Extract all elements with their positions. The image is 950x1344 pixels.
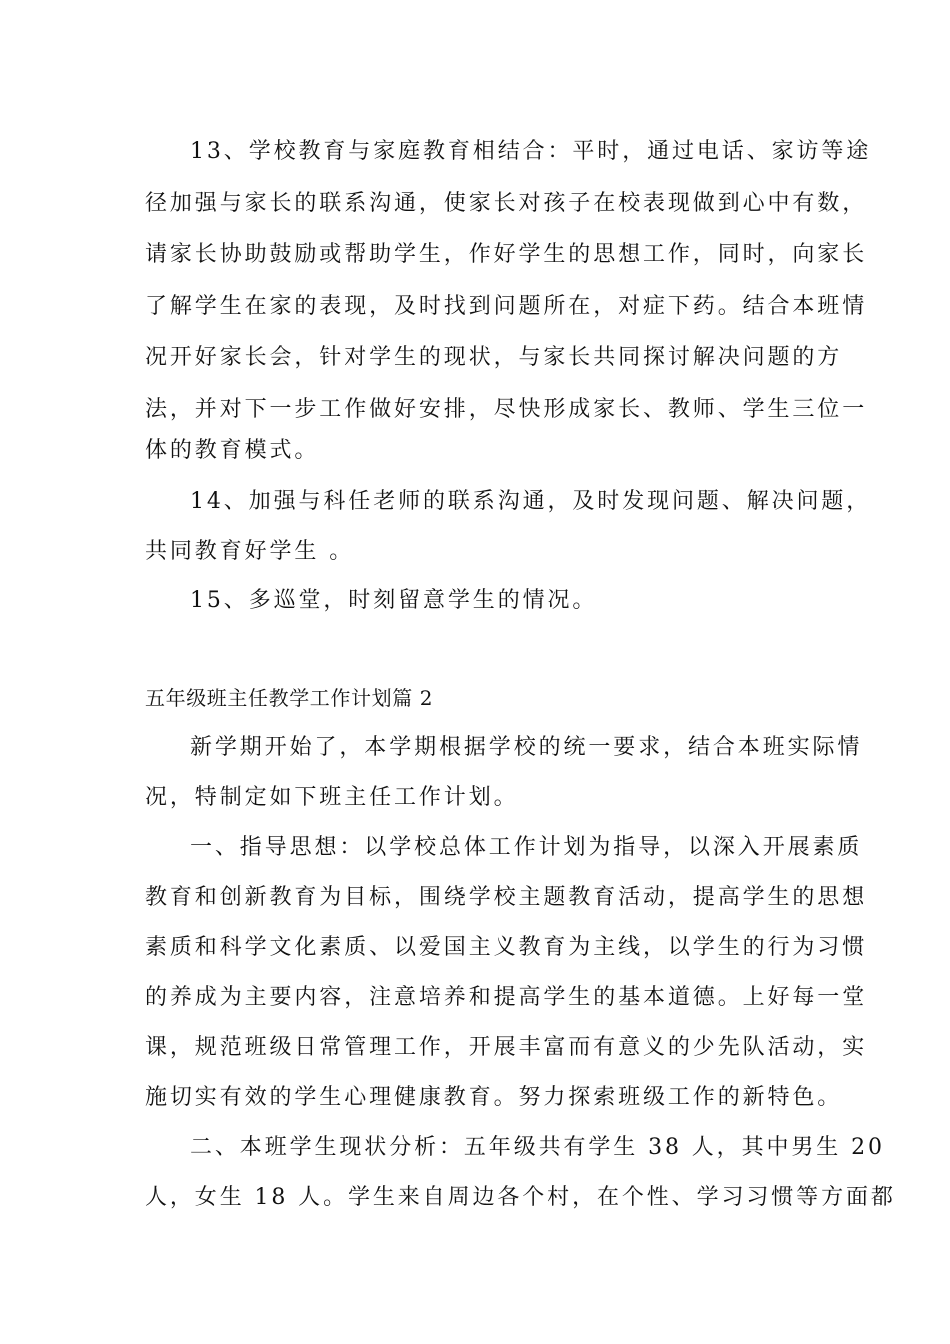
paragraph-line: 素质和科学文化素质、以爱国主义教育为主线，以学生的行为习惯 xyxy=(145,935,868,960)
paragraph-line: 施切实有效的学生心理健康教育。努力探索班级工作的新特色。 xyxy=(145,1085,843,1110)
paragraph-line: 二、本班学生现状分析：五年级共有学生 38 人，其中男生 20 xyxy=(190,1135,885,1160)
paragraph-line: 请家长协助鼓励或帮助学生，作好学生的思想工作，同时，向家长 xyxy=(145,242,868,267)
paragraph-line: 径加强与家长的联系沟通，使家长对孩子在校表现做到心中有数， xyxy=(145,191,868,216)
paragraph-line: 课，规范班级日常管理工作，开展丰富而有意义的少先队活动，实 xyxy=(145,1035,868,1060)
paragraph-line: 了解学生在家的表现，及时找到问题所在，对症下药。结合本班情 xyxy=(145,294,868,319)
paragraph-line: 教育和创新教育为目标，围绕学校主题教育活动，提高学生的思想 xyxy=(145,885,868,910)
paragraph-line: 人，女生 18 人。学生来自周边各个村，在个性、学习习惯等方面都 xyxy=(145,1185,896,1210)
paragraph-line: 新学期开始了，本学期根据学校的统一要求，结合本班实际情 xyxy=(190,735,863,760)
paragraph-line: 况，特制定如下班主任工作计划。 xyxy=(145,785,519,810)
paragraph-line: 14、加强与科任老师的联系沟通，及时发现问题、解决问题， xyxy=(190,489,872,514)
paragraph-line: 一、指导思想：以学校总体工作计划为指导，以深入开展素质 xyxy=(190,835,863,860)
paragraph-line: 法，并对下一步工作做好安排，尽快形成家长、教师、学生三位一 xyxy=(145,397,868,422)
section-heading: 五年级班主任教学工作计划篇 2 xyxy=(145,686,434,710)
paragraph-line: 13、学校教育与家庭教育相结合：平时，通过电话、家访等途 xyxy=(190,139,872,164)
paragraph-line: 的养成为主要内容，注意培养和提高学生的基本道德。上好每一堂 xyxy=(145,985,868,1010)
paragraph-line: 15、多巡堂，时刻留意学生的情况。 xyxy=(190,588,598,613)
paragraph-line: 体的教育模式。 xyxy=(145,438,320,463)
paragraph-line: 况开好家长会，针对学生的现状，与家长共同探讨解决问题的方 xyxy=(145,345,843,370)
paragraph-line: 共同教育好学生 。 xyxy=(145,539,355,564)
